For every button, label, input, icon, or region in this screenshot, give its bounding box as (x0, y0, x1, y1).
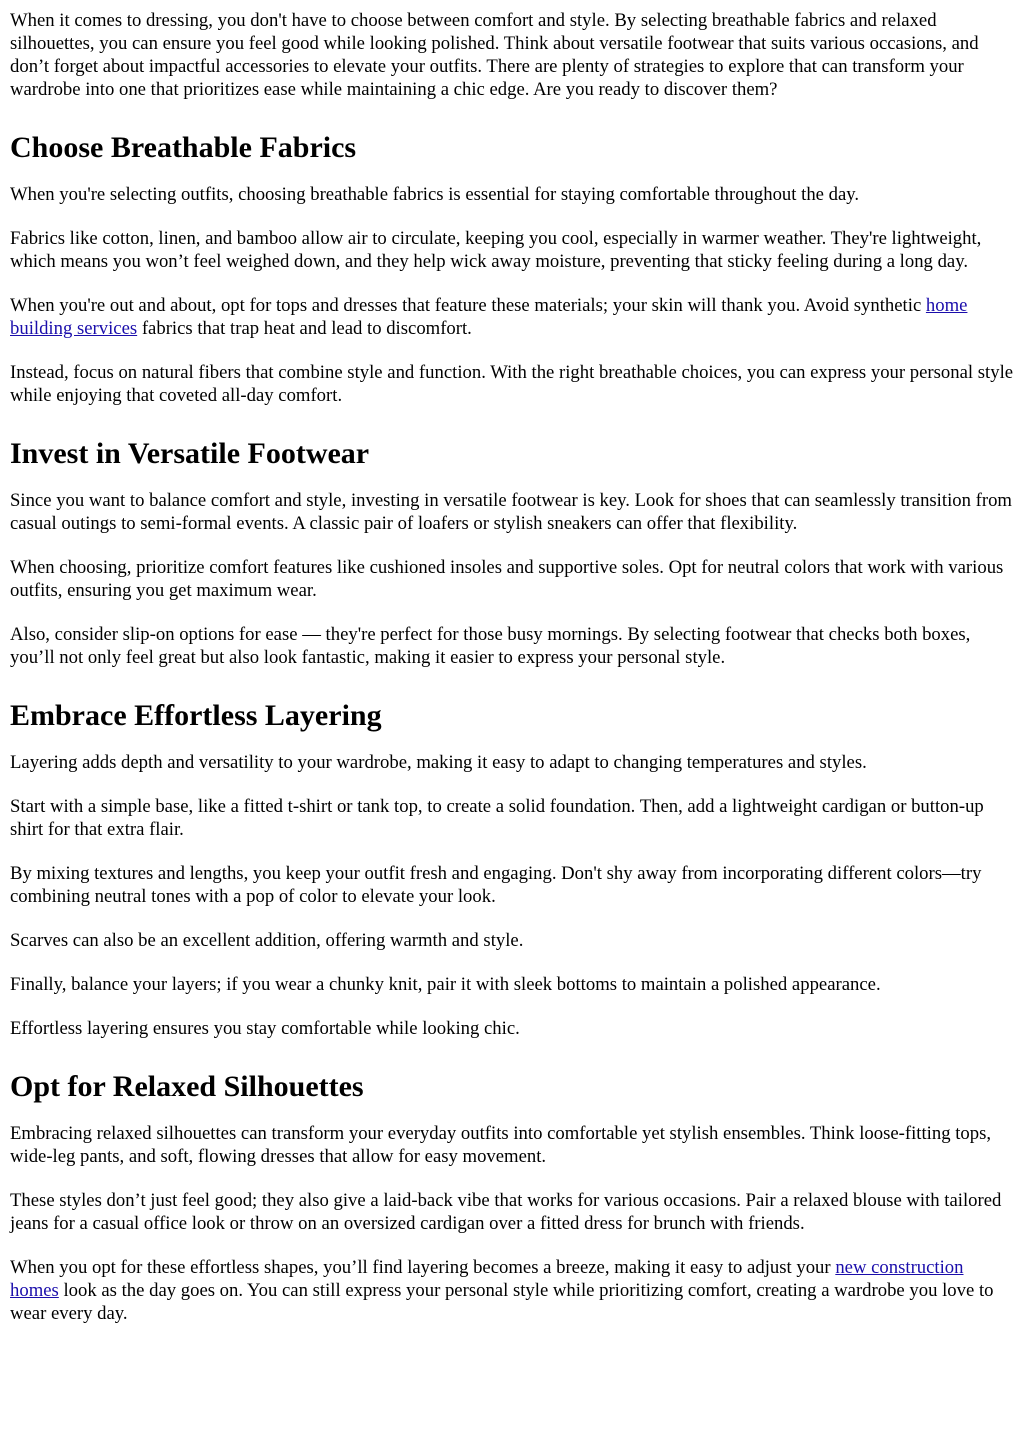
heading-relaxed-silhouettes: Opt for Relaxed Silhouettes (10, 1070, 364, 1103)
paragraph-text: When you opt for these effortless shapes, you’ll find layering becomes a breeze, making it easy to adjust your (10, 1257, 836, 1278)
paragraph: Effortless layering ensures you stay comfortable while looking chic. (10, 1018, 520, 1039)
home-building-services-link[interactable]: home building services (10, 295, 968, 339)
paragraph: Start with a simple base, like a fitted t-shirt or tank top, to create a solid foundation. Then, add a lightweight cardigan or button-up shirt for that extra flair. (10, 796, 984, 840)
paragraph: When you're selecting outfits, choosing breathable fabrics is essential for staying comfortable throughout the day. (10, 184, 860, 205)
paragraph-with-link (10, 294, 1014, 340)
paragraph: These styles don’t just feel good; they also give a laid-back vibe that works for various occasions. Pair a relaxed blouse with tailored jeans for a casual office look or throw on an oversized cardigan over a fitted dress for brunch with friends. (10, 1190, 1002, 1234)
paragraph: Embracing relaxed silhouettes can transform your everyday outfits into comfortable yet stylish ensembles. Think loose-fitting tops, wide-leg pants, and soft, flowing dresses that allow for easy movement. (10, 1123, 992, 1167)
heading-versatile-footwear: Invest in Versatile Footwear (10, 437, 370, 470)
heading-effortless-layering: Embrace Effortless Layering (10, 699, 382, 732)
intro-paragraph: When it comes to dressing, you don't have to choose between comfort and style. By selecting breathable fabrics and relaxed silhouettes, you can ensure you feel good while looking polished. Think about versatile footwear that suits various occasions, and don’t forget about impactful accessories to elevate your outfits. There are plenty of strategies to explore that can transform your wardrobe into one that prioritizes ease while maintaining a chic edge. Are you ready to discover them? (10, 10, 979, 100)
paragraph: Instead, focus on natural fibers that combine style and function. With the right breathable choices, you can express your personal style while enjoying that coveted all-day comfort. (10, 362, 1014, 406)
paragraph: When choosing, prioritize comfort features like cushioned insoles and supportive soles. Opt for neutral colors that work with various outfits, ensuring you get maximum wear. (10, 557, 1004, 601)
paragraph: By mixing textures and lengths, you keep your outfit fresh and engaging. Don't shy away from incorporating different colors—try combining neutral tones with a pop of color to elevate your look. (10, 863, 982, 907)
paragraph: Also, consider slip-on options for ease — they're perfect for those busy mornings. By selecting footwear that checks both boxes, you’ll not only feel great but also look fantastic, making it easier to express your personal style. (10, 624, 971, 668)
paragraph: Finally, balance your layers; if you wear a chunky knit, pair it with sleek bottoms to maintain a polished appearance. (10, 974, 881, 995)
paragraph: Layering adds depth and versatility to your wardrobe, making it easy to adapt to changing temperatures and styles. (10, 752, 867, 773)
new-construction-homes-link[interactable]: new construction homes (10, 1257, 964, 1301)
paragraph: Fabrics like cotton, linen, and bamboo allow air to circulate, keeping you cool, especially in warmer weather. They're lightweight, which means you won’t feel weighed down, and they help wick away moisture, preventing that sticky feeling during a long day. (10, 228, 982, 272)
paragraph-text: When you're out and about, opt for tops and dresses that feature these materials; your skin will thank you. Avoid synthetic (10, 295, 926, 316)
heading-breathable-fabrics: Choose Breathable Fabrics (10, 131, 357, 164)
paragraph-text: fabrics that trap heat and lead to discomfort. (137, 318, 472, 339)
paragraph: Scarves can also be an excellent addition, offering warmth and style. (10, 930, 524, 951)
paragraph-text: look as the day goes on. You can still express your personal style while prioritizing comfort, creating a wardrobe you love to wear every day. (10, 1280, 994, 1324)
paragraph-with-link (10, 1256, 1014, 1325)
paragraph: Since you want to balance comfort and style, investing in versatile footwear is key. Look for shoes that can seamlessly transition from casual outings to semi-formal events. A classic pair of loafers or stylish sneakers can offer that flexibility. (10, 490, 1012, 534)
